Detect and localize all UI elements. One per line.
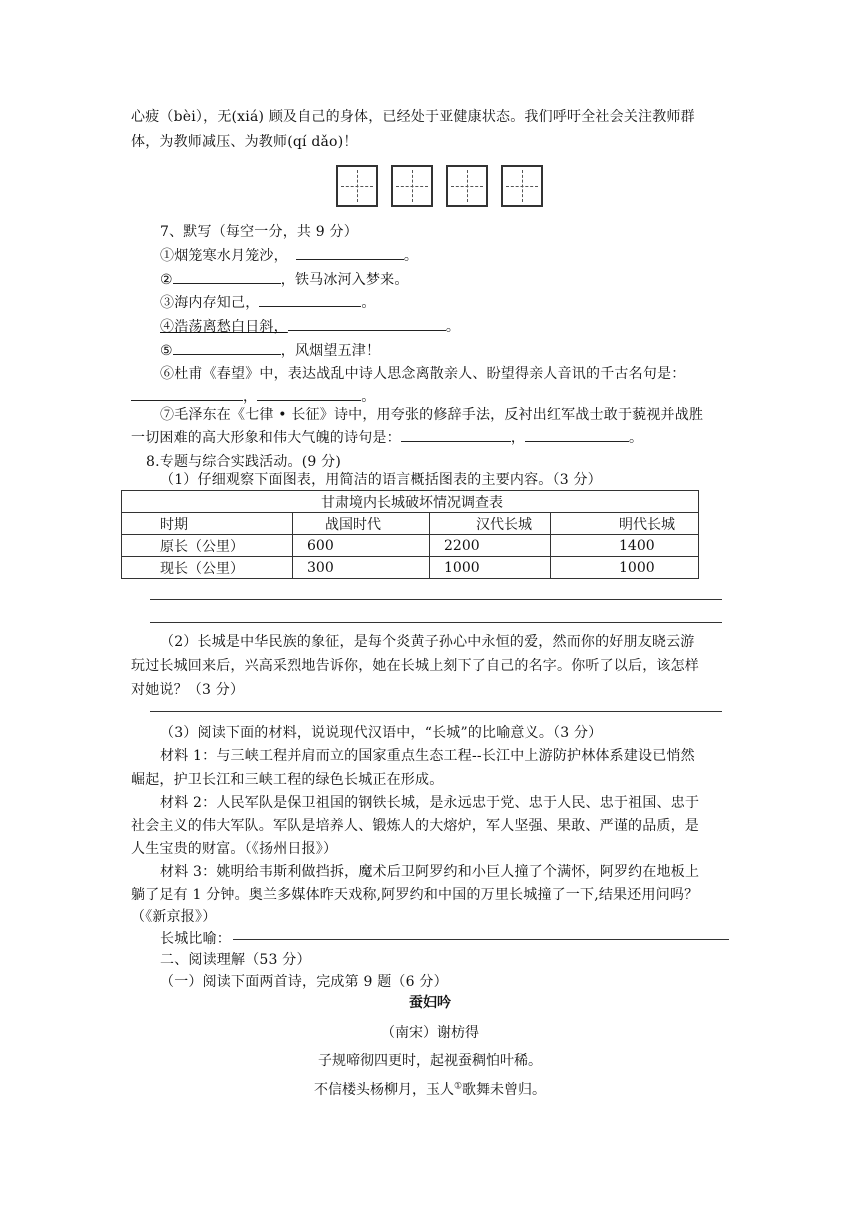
q7-item-5 [160,340,380,360]
material-1-line-1: 材料 1：与三峡工程并肩而立的国家重点生态工程--长江中上游防护林体系建设已悄然 [160,748,695,764]
answer-blank-3[interactable] [259,292,361,307]
table-cell: 1000 [430,557,551,579]
answer-blank-5[interactable] [173,340,281,355]
answer-blank-7b[interactable] [525,427,629,442]
q8-part-3: （3）阅读下面的材料，说说现代汉语中，“长城”的比喻意义。（3 分） [160,725,603,741]
part-2-section-1: （一）阅读下面两首诗，完成第 9 题（6 分） [160,974,448,990]
writing-box-3[interactable] [446,165,488,207]
poem-line-2-part-a: 不信楼头杨柳月，玉人 [313,1082,454,1098]
q8-title: 8.专题与综合实践活动。(9 分) [146,454,342,470]
q7-item-2 [160,269,409,289]
q7-title: 7、默写（每空一分，共 9 分） [160,224,358,240]
answer-line-1[interactable] [150,599,722,600]
answer-blank-6b[interactable] [257,386,361,401]
writing-box-2[interactable] [391,165,433,207]
material-3-line-3: （《新京报》） [131,909,217,925]
poem-line-2 [0,1079,860,1099]
q7-item-5-text: ，风烟望五津！ [280,343,381,359]
q7-item-7-line-1: ⑦毛泽东在《七律 • 长征》诗中，用夸张的修辞手法，反衬出红军战士敢于藐视并战胜 [160,407,704,423]
table-header-cell: 战国时代 [293,513,430,535]
table-cell: 原长（公里） [122,535,293,557]
table-cell: 1000 [551,557,699,579]
table-row [122,535,699,557]
q7-item-1 [160,245,418,265]
table-header-cell: 时期 [122,513,293,535]
table-cell: 2200 [430,535,551,557]
q7-item-2-text: ，铁马冰河入梦来。 [280,272,409,288]
q7-item-3-end: 。 [361,295,376,311]
answer-blank-2[interactable] [173,269,281,284]
answer-blank-7a[interactable] [401,427,511,442]
table-header-cell: 汉代长城 [430,513,551,535]
q7-item-7-text: 一切困难的高大形象和伟大气魄的诗句是： [131,430,401,446]
table-cell: 1400 [551,535,699,557]
q7-item-7-end: 。 [629,430,644,446]
survey-table [121,490,699,579]
intro-line-1: 心疲（bèi），无(xiá) 顾及自己的身体，已经处于亚健康状态。我们呼吁全社会关注教师群 [131,109,695,125]
writing-box-4[interactable] [501,165,543,207]
part-2-title: 二、阅读理解（53 分） [160,952,311,968]
q7-item-3 [160,292,376,312]
q7-item-4 [160,316,460,336]
answer-line-3[interactable] [150,711,722,712]
footnote-marker[interactable]: ① [453,1081,463,1092]
material-1-line-2: 崛起，护卫长江和三峡工程的绿色长城正在形成。 [131,772,444,788]
intro-line-2: 体，为教师减压、为教师(qí dǎo)！ [131,134,358,150]
poem-title: 蚕妇吟 [409,995,451,1011]
q8-part-1: （1）仔细观察下面图表，用简洁的语言概括图表的主要内容。（3 分） [160,472,602,488]
answer-blank-1[interactable] [296,245,404,260]
q8-part-2-line-2: 玩过长城回来后，兴高采烈地告诉你，她在长城上刻下了自己的名字。你听了以后，该怎样 [131,658,699,674]
q7-item-1-text: ①烟笼寒水月笼沙， [160,248,288,264]
poem-line-1: 子规啼彻四更时，起视蚕稠怕叶稀。 [318,1053,542,1069]
material-3-line-2: 躺了足有 1 分钟。奥兰多媒体昨天戏称,阿罗约和中国的万里长城撞了一下,结果还用问吗？ [131,887,699,903]
survey-table-caption: 甘肃境内长城破坏情况调查表 [122,491,699,513]
answer-line-2[interactable] [150,622,722,623]
q7-item-1-end: 。 [403,248,419,264]
q7-item-7-comma: ， [510,430,526,446]
q7-item-5-num: ⑤ [160,343,173,359]
q7-item-6: ⑥杜甫《春望》中，表达战乱中诗人思念离散亲人、盼望得亲人音讯的千古名句是： [160,366,686,382]
poem-line-2-part-b: 歌舞未曾归。 [462,1082,547,1098]
table-row [122,557,699,579]
table-header-cell: 明代长城 [551,513,699,535]
q8-part-2-line-1: （2）长城是中华民族的象征，是每个炎黄子孙心中永恒的爱，然而你的好朋友晓云游 [160,634,695,650]
poem-author: （南宋）谢枋得 [381,1025,479,1041]
q7-item-4-text: ④浩荡离愁白日斜， [160,319,288,335]
metaphor-answer-line[interactable] [233,939,729,940]
q7-item-2-num: ② [160,272,173,288]
q7-item-6-end: 。 [361,389,376,405]
answer-blank-4[interactable] [288,316,446,331]
writing-box-1[interactable] [336,165,378,207]
material-2-line-1: 材料 2：人民军队是保卫祖国的钢铁长城，是永远忠于党、忠于人民、忠于祖国、忠于 [160,795,700,811]
answer-blank-6a[interactable] [131,386,243,401]
material-2-line-2: 社会主义的伟大军队。军队是培养人、锻炼人的大熔炉，军人坚强、果敢、严谨的品质，是 [131,818,699,834]
material-3-line-1: 材料 3：姚明给韦斯利做挡拆，魔术后卫阿罗约和小巨人撞了个满怀，阿罗约在地板上 [160,864,700,880]
tianzi-grid-boxes [336,165,543,207]
table-cell: 300 [293,557,430,579]
material-2-line-3: 人生宝贵的财富。（《扬州日报》） [131,841,338,857]
q7-item-6-answers [131,386,375,406]
q7-item-4-end: 。 [445,319,461,335]
table-cell: 现长（公里） [122,557,293,579]
q8-part-2-line-3: 对她说？（3 分） [131,682,245,698]
metaphor-label: 长城比喻： [160,931,231,947]
table-cell: 600 [293,535,430,557]
q7-item-6-comma: ， [243,389,258,405]
q7-item-7-line-2 [131,427,643,447]
q7-item-3-text: ③海内存知己， [160,295,260,311]
table-header-row [122,513,699,535]
